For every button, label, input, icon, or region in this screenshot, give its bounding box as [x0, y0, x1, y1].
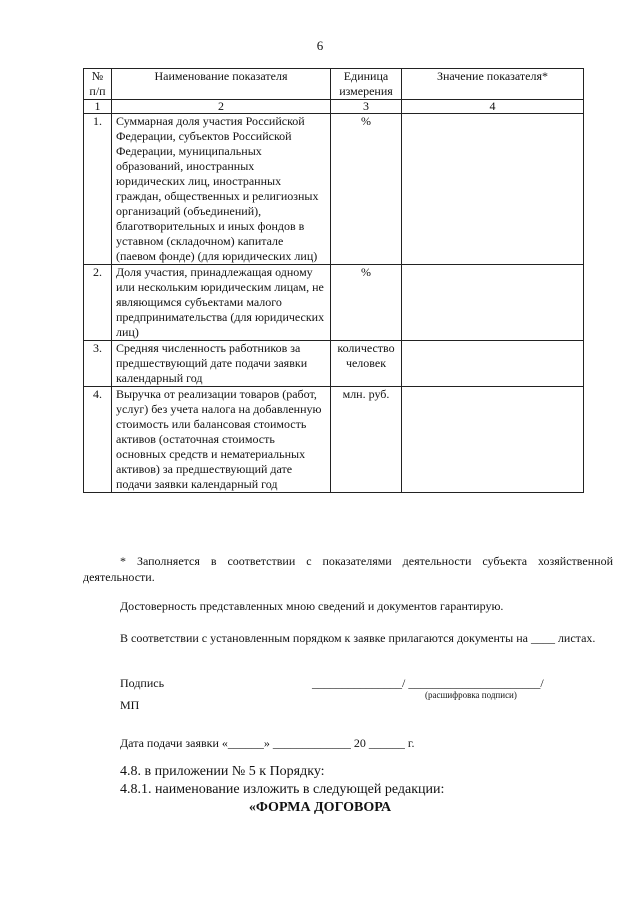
header-cell-number: № п/п: [84, 69, 112, 100]
indicator-unit: млн. руб.: [331, 387, 402, 493]
indicator-name: Выручка от реализации товаров (работ, услуг) без учета налога на добавленную стоимость или балансовая стоимость активов (остаточная стоимость основных средств и нематериальных активов) за предшествующий дате подачи заявки календарный год: [112, 387, 331, 493]
indicator-name: Суммарная доля участия Российской Федерации, субъектов Российской Федерации, муниципальных образований, иностранных юридических лиц, иностранных граждан, общественных и религиозных организаций (объединений), благотворительных и иных фондов в уставном (складочном) капитале (паевом фонде) (для юридических лиц): [112, 114, 331, 265]
row-number: 1.: [84, 114, 112, 265]
contract-form-title: «ФОРМА ДОГОВОРА: [248, 800, 392, 815]
row-number: 4.: [84, 387, 112, 493]
indicator-unit: количество человек: [331, 341, 402, 387]
indicator-value: [402, 265, 584, 341]
table-row: [84, 265, 584, 341]
table-row: [84, 114, 584, 265]
submission-date-line: Дата подачи заявки «______» _____________ 20 ______ г.: [120, 736, 415, 750]
indicator-value: [402, 341, 584, 387]
column-number-row: [84, 100, 584, 114]
column-number: 4: [402, 100, 584, 114]
row-number: 3.: [84, 341, 112, 387]
indicator-value: [402, 114, 584, 265]
indicators-table: [83, 68, 584, 493]
signature-decode-caption: (расшифровка подписи): [425, 690, 517, 700]
table-header-row: [84, 69, 584, 100]
header-cell-unit: Единица измерения: [331, 69, 402, 100]
indicator-value: [402, 387, 584, 493]
header-cell-name: Наименование показателя: [112, 69, 331, 100]
table-row: [84, 387, 584, 493]
stamp-label: МП: [120, 698, 140, 712]
footnote: * Заполняется в соответствии с показателями деятельности субъекта хозяйственной деятельности.: [83, 554, 613, 584]
signature-label: Подпись: [120, 676, 165, 690]
indicator-name: Доля участия, принадлежащая одному или нескольким юридическим лицам, не являющимся субъектами малого предпринимательства (для юридических лиц): [112, 265, 331, 341]
item-4-8-1: 4.8.1. наименование изложить в следующей редакции:: [120, 782, 445, 797]
table-row: [84, 341, 584, 387]
page-number: 6: [316, 38, 324, 53]
indicator-unit: %: [331, 265, 402, 341]
row-number: 2.: [84, 265, 112, 341]
header-cell-value: Значение показателя*: [402, 69, 584, 100]
item-4-8: 4.8. в приложении № 5 к Порядку:: [120, 764, 325, 779]
indicator-name: Средняя численность работников за предшествующий дате подачи заявки календарный год: [112, 341, 331, 387]
indicator-unit: %: [331, 114, 402, 265]
column-number: 2: [112, 100, 331, 114]
signature-line: _______________/ ______________________/: [312, 676, 544, 690]
column-number: 1: [84, 100, 112, 114]
guarantee-statement: Достоверность представленных мною сведений и документов гарантирую.: [120, 599, 504, 613]
column-number: 3: [331, 100, 402, 114]
attached-documents-note: В соответствии с установленным порядком к заявке прилагаются документы на ____ листах.: [120, 631, 596, 645]
